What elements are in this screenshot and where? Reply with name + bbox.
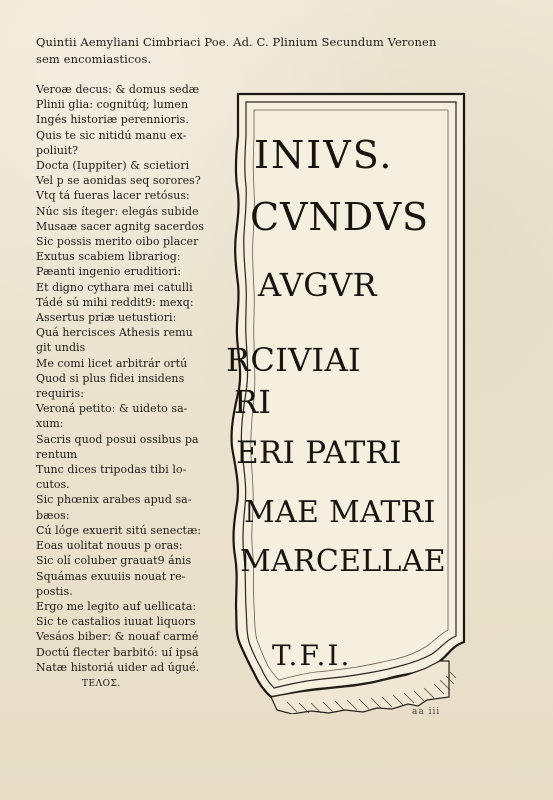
poem-line-7: Vel p se aonidas seq sorores? [36, 174, 201, 188]
inscription-line-6: ERI PATRI [236, 435, 402, 471]
poem-line-17: Quá hercisces Athesis remu [36, 326, 193, 340]
poem-line-39: Natæ historiá uider ad úgué. [36, 660, 200, 674]
inscription-line-8: MARCELLAE [240, 544, 446, 579]
poem-line-38: Doctú flecter barbitó: uí ipsá [36, 645, 199, 659]
poem-line-8: Vtq tá fueras lacer retósus: [36, 189, 190, 203]
poem-line-9: Núc sis íteger: elegás subide [36, 204, 199, 218]
signature-mark: aa iii [412, 707, 441, 717]
poem-line-2: Plinii glia: cognitúq; lumen [36, 98, 189, 112]
inscription-line-3: AVGVR [258, 266, 377, 304]
poem-line-34: postis. [36, 584, 73, 598]
poem-line-12: Exutus scabiem librariog: [36, 250, 181, 264]
poem-line-14: Et digno cythara mei catulli [36, 280, 193, 294]
poem-line-21: requiris: [36, 387, 84, 401]
poem-line-10: Musaæ sacer agnitg sacerdos [36, 219, 204, 233]
poem-line-13: Pæanti ingenio eruditiori: [36, 265, 181, 279]
poem-line-28: Sic phœnix arabes apud sa- [36, 493, 192, 507]
poem-line-32: Sic olí coluber grauat9 ánis [36, 554, 192, 568]
poem-line-18: git undis [36, 341, 86, 355]
poem-line-31: Eoas uolitat nouus p oras: [36, 539, 183, 553]
poem-line-37: Vesáos biber: & nouaf carmé [36, 630, 199, 644]
inscription-line-7: MAE MATRI [244, 495, 436, 530]
poem-line-19: Me comi licet arbitrár ortú [36, 356, 188, 370]
header-line-1: Quintii Aemyliani Cimbriaci Poe. Ad. C. Plinium Secundum Veronen [36, 35, 437, 49]
poem-line-3: Ingés historiæ perennioris. [36, 113, 189, 127]
poem-line-20: Quod si plus fidei insidens [36, 371, 185, 385]
poem-line-33: Squámas exuuiis nouat re- [36, 569, 186, 583]
poem-line-4: Quis te sic nitidú manu ex- [36, 128, 187, 142]
poem-column [36, 82, 222, 692]
poem-line-15: Tádé sú mihi reddit9: mexq: [36, 295, 194, 309]
poem-line-6: Docta (Iuppiter) & scietiori [36, 159, 190, 173]
poem-line-26: Tunc dices tripodas tibi lo- [36, 463, 187, 477]
poem-line-36: Sic te castalios iuuat liquors [36, 615, 196, 629]
inscription-line-2: CVNDVS [250, 195, 430, 239]
inscription-line-1: INIVS. [254, 133, 394, 177]
poem-line-27: cutos. [36, 478, 70, 492]
poem-line-23: xum: [36, 417, 64, 431]
poem-line-22: Veroná petito: & uideto sa- [36, 402, 188, 416]
header-line-2: sem encomiasticos. [36, 52, 152, 66]
poem-line-11: Sic possis merito oibo placer [36, 235, 199, 249]
inscription-line-4: RCIVIAI [226, 341, 361, 379]
inscription-tablet [226, 86, 476, 714]
poem-line-29: bæos: [36, 508, 70, 522]
poem-line-30: Cú lóge exuerit sitú senectæ: [36, 523, 202, 537]
inscription-line-5: RI [234, 383, 272, 421]
poem-line-16: Assertus priæ uetustiori: [36, 311, 177, 325]
inscription-line-9: T.F.I. [272, 639, 352, 672]
poem-line-24: Sacris quod posui ossibus pa [36, 432, 199, 446]
poem-end-mark: ΤΕΛΟΣ. [82, 678, 121, 689]
poem-line-25: rentum [36, 447, 78, 461]
poem-line-5: poliuit? [36, 143, 79, 157]
poem-line-1: Veroæ decus: & domus sedæ [36, 83, 200, 96]
page-header [36, 34, 526, 68]
poem-line-35: Ergo me legito auf uellicata: [36, 599, 197, 613]
